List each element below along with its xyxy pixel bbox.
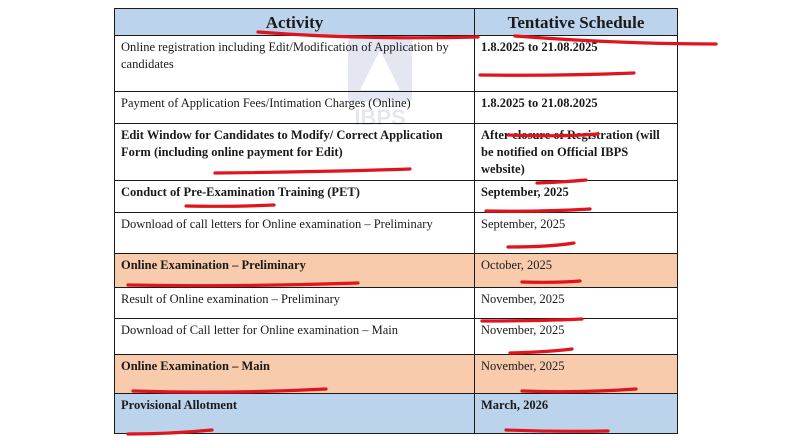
schedule-cell: November, 2025 [475, 319, 678, 355]
table-row [115, 124, 678, 181]
table-row [115, 36, 678, 92]
schedule-cell: 1.8.2025 to 21.08.2025 [475, 36, 678, 92]
schedule-cell: November, 2025 [475, 355, 678, 394]
activity-cell: Online Examination – Preliminary [115, 254, 475, 288]
table-row [115, 254, 678, 288]
activity-cell: Provisional Allotment [115, 394, 475, 434]
activity-cell: Online registration including Edit/Modification of Application by candidates [115, 36, 475, 92]
schedule-cell: September, 2025 [475, 213, 678, 254]
table-row [115, 213, 678, 254]
table-row [115, 319, 678, 355]
header-row [115, 9, 678, 36]
activity-cell: Edit Window for Candidates to Modify/ Correct Application Form (including online payment for Edit) [115, 124, 475, 181]
activity-cell: Conduct of Pre-Examination Training (PET) [115, 181, 475, 213]
table-row [115, 181, 678, 213]
activity-cell: Payment of Application Fees/Intimation Charges (Online) [115, 92, 475, 124]
schedule-cell: September, 2025 [475, 181, 678, 213]
schedule-cell: November, 2025 [475, 288, 678, 319]
table-row [115, 355, 678, 394]
activity-header: Activity [115, 9, 475, 36]
schedule-cell: 1.8.2025 to 21.08.2025 [475, 92, 678, 124]
table-row [115, 394, 678, 434]
schedule-table [114, 8, 678, 434]
activity-cell: Download of call letters for Online examination – Preliminary [115, 213, 475, 254]
activity-cell: Result of Online examination – Preliminary [115, 288, 475, 319]
table-row [115, 288, 678, 319]
schedule-cell: October, 2025 [475, 254, 678, 288]
schedule-header: Tentative Schedule [475, 9, 678, 36]
table-row [115, 92, 678, 124]
svg-text:IBPS: IBPS [354, 105, 406, 130]
activity-cell: Online Examination – Main [115, 355, 475, 394]
activity-cell: Download of Call letter for Online examination – Main [115, 319, 475, 355]
schedule-cell: After closure of Registration (will be notified on Official IBPS website) [475, 124, 678, 181]
schedule-cell: March, 2026 [475, 394, 678, 434]
